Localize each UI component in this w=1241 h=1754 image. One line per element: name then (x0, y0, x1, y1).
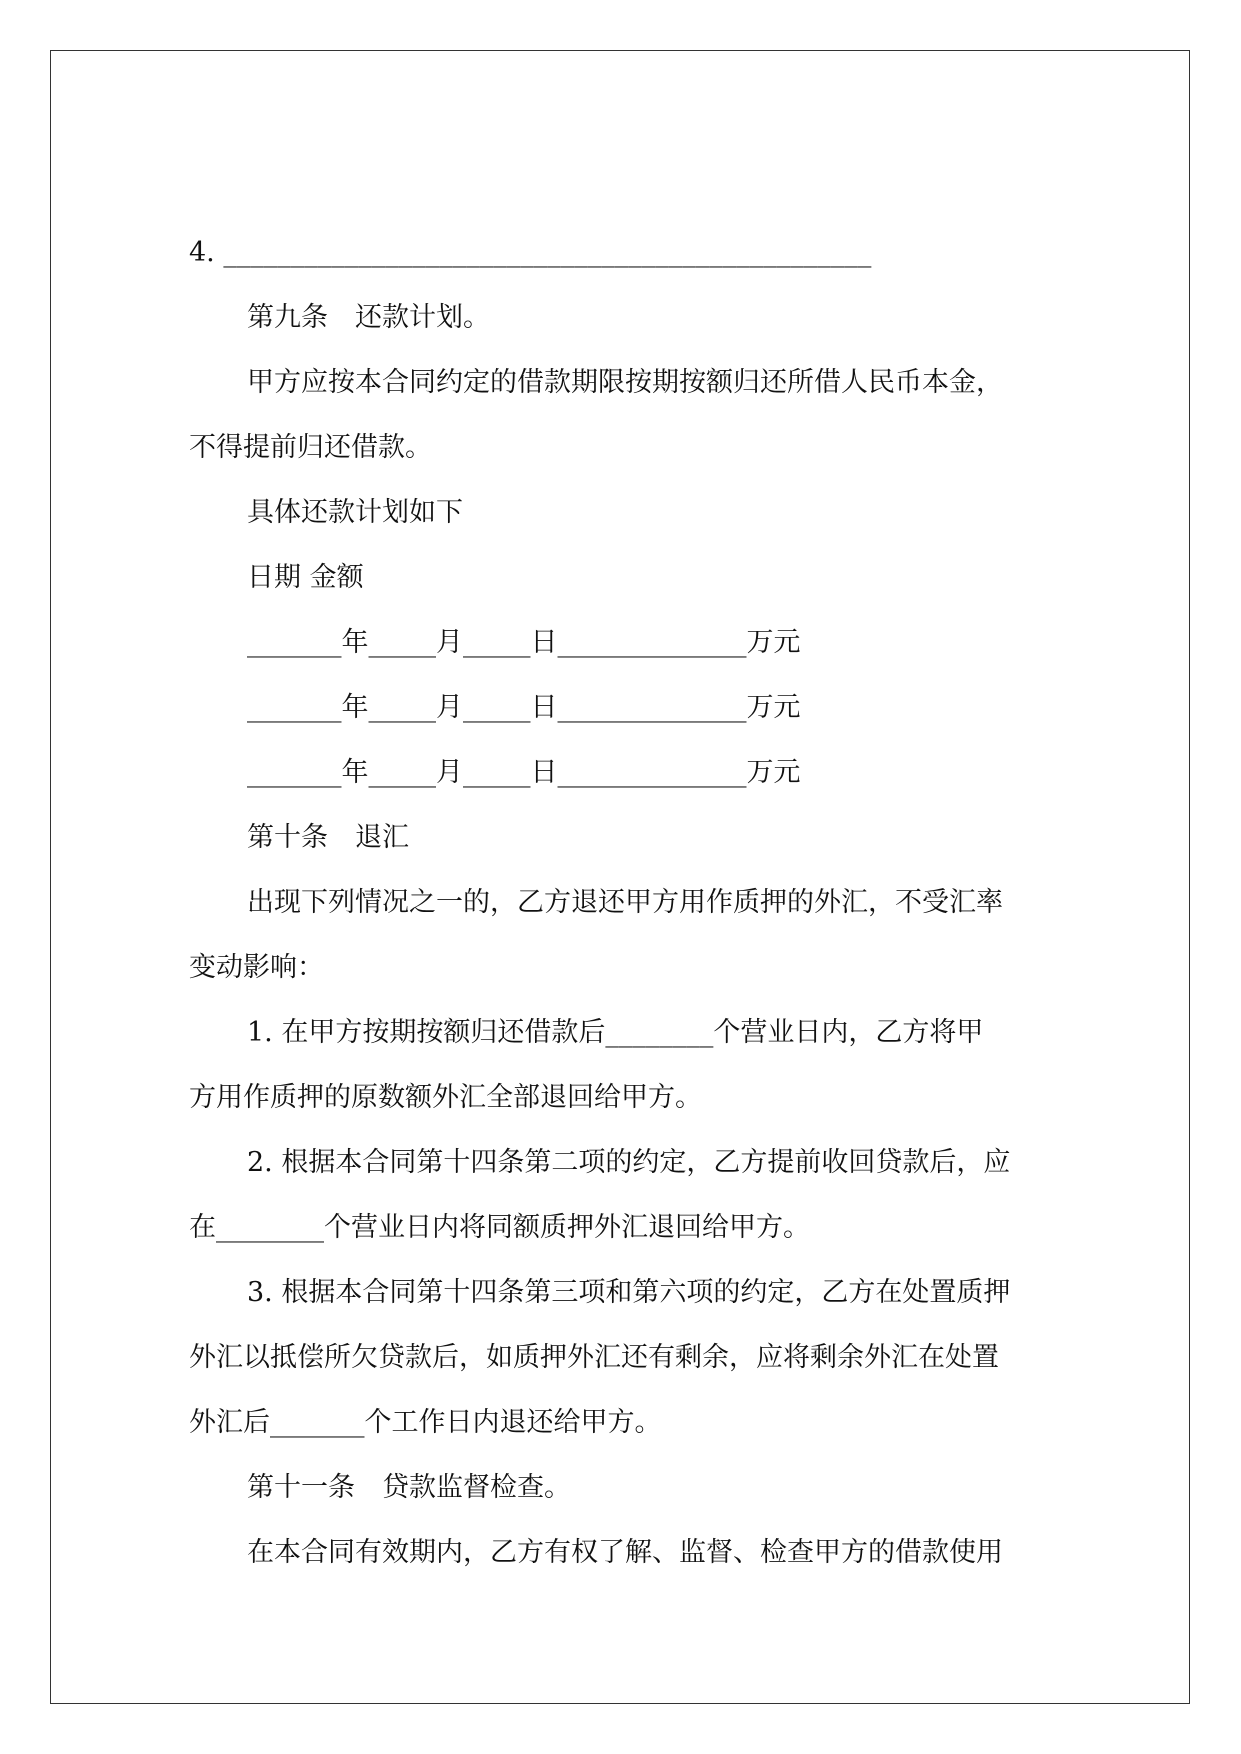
article-10-item-3-line: 外汇以抵偿所欠贷款后，如质押外汇还有剩余，应将剩余外汇在处置 (189, 1342, 999, 1373)
article-9-title: 第九条 还款计划。 (247, 302, 490, 333)
article-10-item-3-line: 3. 根据本合同第十四条第三项和第六项的约定，乙方在处置质押 (247, 1277, 1011, 1308)
schedule-row: _______年_____月_____日______________万元 (247, 627, 801, 658)
schedule-header: 日期 金额 (247, 562, 364, 593)
article-11-paragraph-line: 在本合同有效期内，乙方有权了解、监督、检查甲方的借款使用 (247, 1537, 1003, 1568)
article-9-paragraph-line: 甲方应按本合同约定的借款期限按期按额归还所借人民币本金， (247, 367, 1003, 398)
schedule-row: _______年_____月_____日______________万元 (247, 757, 801, 788)
article-9-schedule-intro: 具体还款计划如下 (247, 497, 463, 528)
article-10-item-3-line: 外汇后_______个工作日内退还给甲方。 (189, 1407, 662, 1438)
article-10-item-1-line: 1. 在甲方按期按额归还借款后________个营业日内，乙方将甲 (247, 1017, 984, 1048)
article-10-paragraph-line: 出现下列情况之一的，乙方退还甲方用作质押的外汇，不受汇率 (247, 887, 1003, 918)
article-10-item-2-line: 在________个营业日内将同额质押外汇退回给甲方。 (189, 1212, 810, 1243)
article-10-item-2-line: 2. 根据本合同第十四条第二项的约定，乙方提前收回贷款后，应 (247, 1147, 1011, 1178)
document-body (189, 220, 1069, 1585)
article-11-title: 第十一条 贷款监督检查。 (247, 1472, 571, 1503)
article-9-paragraph-line: 不得提前归还借款。 (189, 432, 432, 463)
article-10-item-1-line: 方用作质押的原数额外汇全部退回给甲方。 (189, 1082, 702, 1113)
item-4-blank: 4. ________________________________________________ (189, 237, 872, 268)
article-10-title: 第十条 退汇 (247, 822, 409, 853)
schedule-row: _______年_____月_____日______________万元 (247, 692, 801, 723)
article-10-paragraph-line: 变动影响： (189, 952, 324, 983)
